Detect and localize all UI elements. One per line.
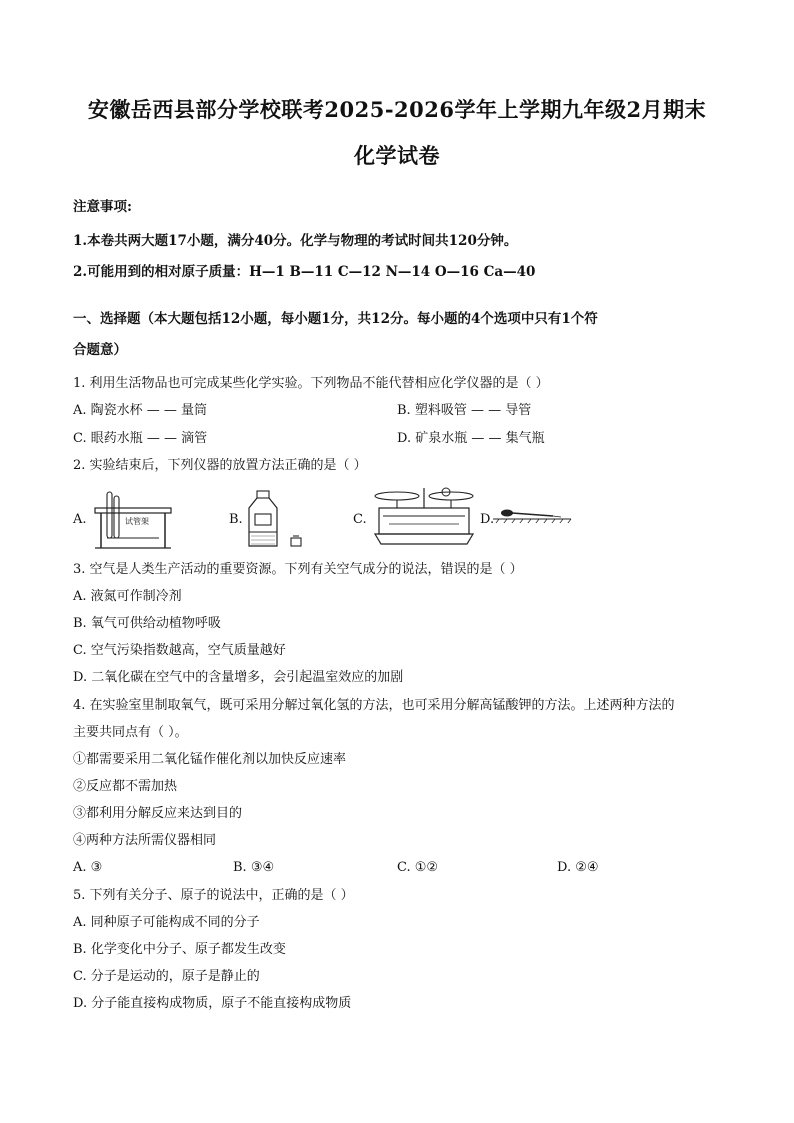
question-1-stem: 1. 利用生活物品也可完成某些化学实验。下列物品不能代替相应化学仪器的是（ ）	[73, 376, 549, 391]
question-4-option-b: B. ③④	[233, 860, 275, 875]
question-4-statement-4: ④两种方法所需仪器相同	[73, 833, 217, 848]
question-4-option-a: A. ③	[73, 860, 103, 875]
rack-label: 试管架	[125, 517, 149, 526]
dropper-illustration	[493, 504, 573, 528]
question-5-option-a: A. 同种原子可能构成不同的分子	[73, 915, 260, 930]
figure-a-label: A.	[73, 512, 87, 527]
question-2-stem: 2. 实验结束后，下列仪器的放置方法正确的是（ ）	[73, 458, 367, 473]
question-4-stem: 4. 在实验室里制取氧气，既可采用分解过氧化氢的方法，也可采用分解高锰酸钾的方法。上述两种方法的	[73, 698, 675, 713]
figure-b-label: B.	[229, 512, 243, 527]
balance-illustration	[369, 484, 479, 548]
figure-d-label: D.	[480, 512, 495, 527]
notice-item-1: 1.本卷共两大题17小题，满分40分。化学与物理的考试时间共120分钟。	[73, 233, 518, 249]
question-3-stem: 3. 空气是人类生产活动的重要资源。下列有关空气成分的说法，错误的是（ ）	[73, 562, 523, 577]
reagent-bottle-illustration	[243, 490, 313, 550]
question-1-option-b: B. 塑料吸管 — — 导管	[397, 403, 532, 418]
figure-c-label: C.	[353, 512, 367, 527]
question-4-statement-1: ①都需要采用二氧化锰作催化剂以加快反应速率	[73, 752, 347, 767]
question-4-statement-2: ②反应都不需加热	[73, 779, 178, 794]
question-5-option-d: D. 分子能直接构成物质，原子不能直接构成物质	[73, 996, 352, 1011]
question-4-option-d: D. ②④	[557, 860, 599, 875]
question-4-option-c: C. ①②	[397, 860, 439, 875]
exam-subtitle: 化学试卷	[354, 143, 440, 168]
notice-heading: 注意事项:	[73, 199, 132, 215]
question-4-stem-cont: 主要共同点有（ ）。	[73, 725, 188, 740]
question-3-option-c: C. 空气污染指数越高，空气质量越好	[73, 643, 286, 658]
question-3-option-a: A. 液氮可作制冷剂	[73, 589, 182, 604]
section-heading-cont: 合题意）	[73, 342, 127, 358]
question-1-option-c: C. 眼药水瓶 — — 滴管	[73, 431, 208, 446]
question-4-statement-3: ③都利用分解反应来达到目的	[73, 806, 243, 821]
question-3-option-b: B. 氧气可供给动植物呼吸	[73, 616, 221, 631]
question-5-stem: 5. 下列有关分子、原子的说法中，正确的是（ ）	[73, 888, 354, 903]
question-5-option-c: C. 分子是运动的，原子是静止的	[73, 969, 260, 984]
question-1-option-d: D. 矿泉水瓶 — — 集气瓶	[397, 431, 545, 446]
notice-item-2: 2.可能用到的相对原子质量：H—1 B—11 C—12 N—14 O—16 Ca—40	[73, 264, 536, 280]
question-3-option-d: D. 二氧化碳在空气中的含量增多，会引起温室效应的加剧	[73, 670, 404, 685]
question-5-option-b: B. 化学变化中分子、原子都发生改变	[73, 942, 286, 957]
section-heading: 一、选择题（本大题包括12小题，每小题1分，共12分。每小题的4个选项中只有1个符	[73, 311, 598, 327]
exam-title: 安徽岳西县部分学校联考2025-2026学年上学期九年级2月期末	[87, 97, 707, 122]
question-1-option-a: A. 陶瓷水杯 — — 量筒	[73, 403, 208, 418]
question-2-figures	[73, 490, 593, 552]
test-tube-rack-illustration	[93, 490, 173, 550]
